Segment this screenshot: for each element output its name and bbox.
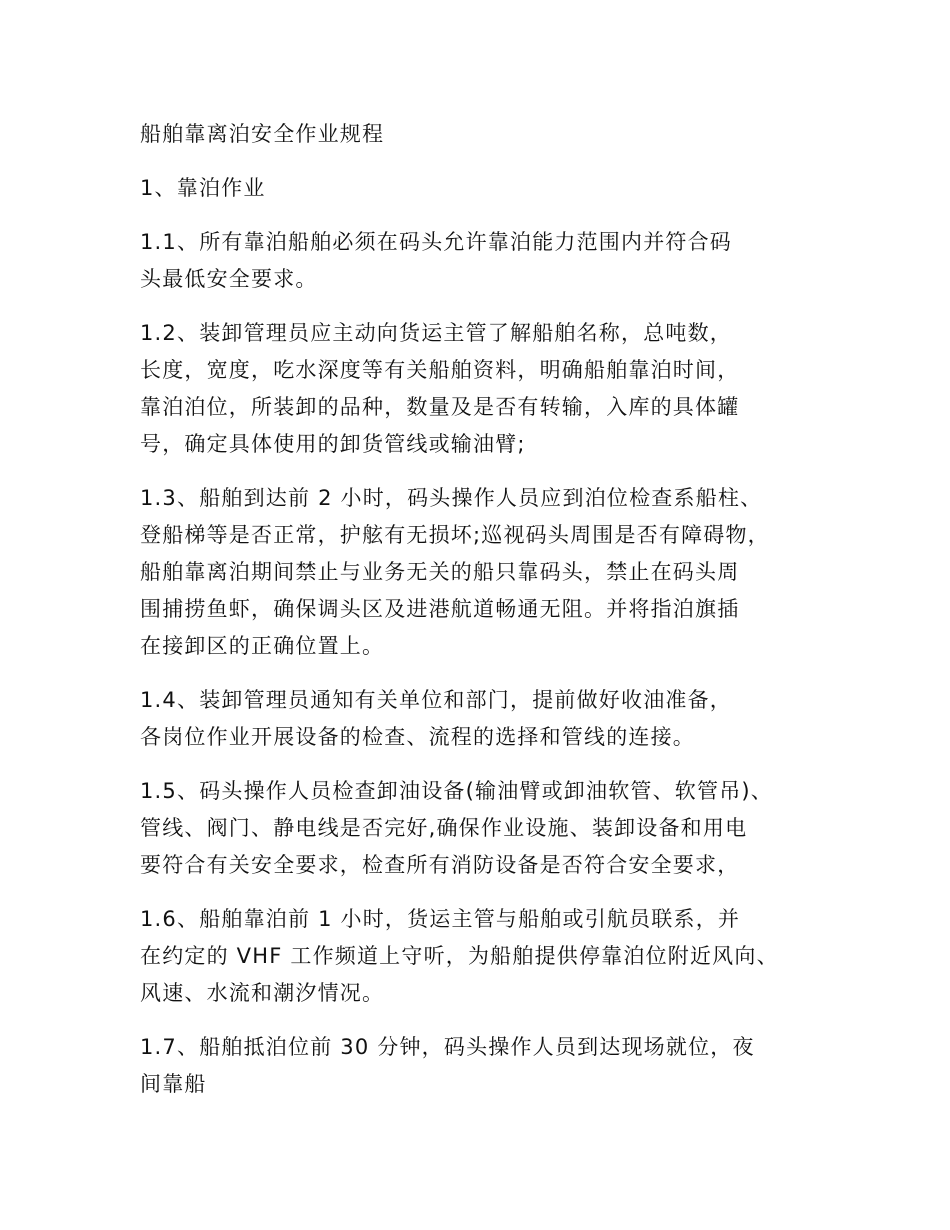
text-line: 风速、水流和潮汐情况。 [140, 981, 385, 1005]
text-line: 围捕捞鱼虾，确保调头区及进港航道畅通无阻。并将指泊旗插 [140, 597, 740, 621]
text-line: 间靠船 [140, 1072, 207, 1096]
text-line: 靠泊泊位，所装卸的品种，数量及是否有转输，入库的具体罐 [140, 395, 740, 419]
paragraph-1-6 [140, 901, 840, 1012]
section-heading-berthing [140, 170, 840, 207]
text-line: 1.2、装卸管理员应主动向货运主管了解船舶名称，总吨数， [140, 321, 732, 345]
document-page [140, 116, 840, 1120]
text-line: 各岗位作业开展设备的检查、流程的选择和管线的连接。 [140, 725, 695, 749]
text-line: 号，确定具体使用的卸货管线或输油臂; [140, 432, 526, 456]
text-line: 1.5、码头操作人员检查卸油设备(输油臂或卸油软管、软管吊)、 [140, 779, 773, 803]
text-line: 登船梯等是否正常，护舷有无损坏;巡视码头周围是否有障碍物， [140, 523, 770, 547]
paragraph-1-1 [140, 224, 840, 298]
text-line: 1.6、船舶靠泊前 1 小时，货运主管与船舶或引航员联系，并 [140, 907, 741, 931]
text-line: 1.3、船舶到达前 2 小时，码头操作人员应到泊位检查系船柱、 [140, 486, 763, 510]
text-line: 要符合有关安全要求，检查所有消防设备是否符合安全要求， [140, 853, 740, 877]
text-line: 管线、阀门、静电线是否完好,确保作业设施、装卸设备和用电 [140, 816, 748, 840]
paragraph-1-7 [140, 1029, 840, 1103]
text-line: 1.4、装卸管理员通知有关单位和部门，提前做好收油准备， [140, 688, 732, 712]
paragraph-1-2 [140, 315, 840, 463]
text-line: 船舶靠离泊期间禁止与业务无关的船只靠码头，禁止在码头周 [140, 560, 740, 584]
text-line: 1、靠泊作业 [140, 176, 266, 200]
paragraph-1-5 [140, 773, 840, 884]
text-line: 长度，宽度，吃水深度等有关船舶资料，明确船舶靠泊时间， [140, 358, 740, 382]
text-line: 在接卸区的正确位置上。 [140, 634, 385, 658]
document-title: 船舶靠离泊安全作业规程 [140, 122, 385, 146]
text-line: 1.1、所有靠泊船舶必须在码头允许靠泊能力范围内并符合码 [140, 230, 732, 254]
paragraph-1-3 [140, 480, 840, 665]
text-line: 在约定的 VHF 工作频道上守听，为船舶提供停靠泊位附近风向、 [140, 944, 779, 968]
text-line: 头最低安全要求。 [140, 267, 318, 291]
text-line: 1.7、船舶抵泊位前 30 分钟，码头操作人员到达现场就位，夜 [140, 1035, 755, 1059]
paragraph-1-4 [140, 682, 840, 756]
